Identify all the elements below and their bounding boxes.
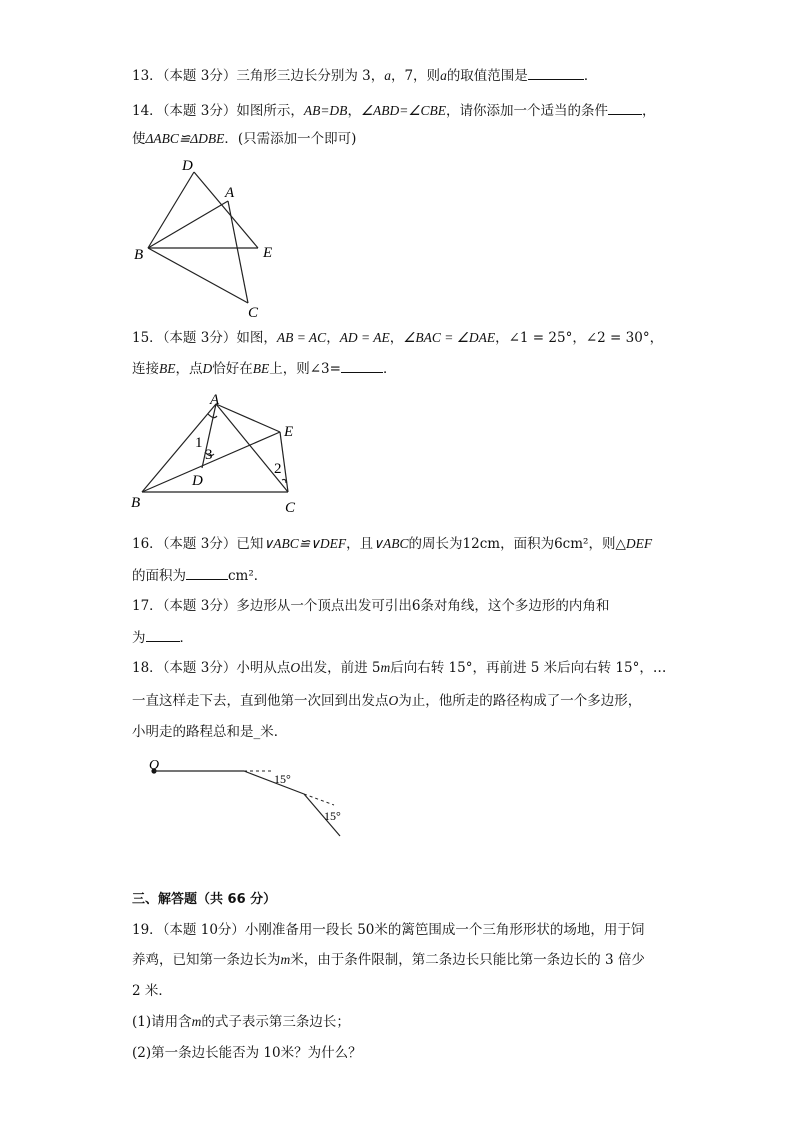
q16-text2: ，且 — [346, 536, 374, 552]
q14-answer-blank[interactable] — [608, 101, 642, 115]
q15-angle-2-arc — [282, 479, 286, 483]
q18-line2-b: 为止，他所走的路径构成了一个多边形， — [398, 693, 642, 709]
q13-end: ． — [583, 68, 598, 84]
q15-BE2: BE — [252, 361, 270, 376]
q14-segment-BA — [148, 201, 228, 248]
q15-sep2: ， — [389, 330, 404, 346]
q13-line — [132, 66, 597, 85]
q16-triangle-def: DEF — [625, 536, 653, 551]
q15-figure — [128, 388, 318, 523]
q15-tag: （本题 3分） — [162, 330, 237, 346]
q18-line2: 一直这样走下去，直到他第一次回到出发点 — [132, 693, 389, 709]
q14-tag: （本题 3分） — [162, 103, 237, 119]
q19-part1-a: (1)请用含 — [132, 1014, 192, 1030]
q19-line1 — [132, 921, 644, 939]
q15-cond3: ∠BAC = ∠DAE — [403, 330, 496, 345]
q15-cond1: AB = AC — [276, 330, 327, 345]
q14-line2-c: ．(只需添加一个即可) — [224, 131, 357, 147]
q18-line1 — [132, 659, 666, 677]
q15-sep4: ， — [572, 330, 586, 346]
q19-part2 — [132, 1044, 362, 1062]
q14-number: 14． — [132, 103, 163, 119]
q13-var-a: a — [384, 68, 391, 83]
q15-label-B: B — [131, 495, 141, 511]
q16-answer-blank[interactable] — [186, 566, 228, 580]
q14-text: 如图所示， — [236, 103, 304, 119]
q13-tag: （本题 3分） — [162, 68, 237, 84]
q15-cond4: ∠1 = 25° — [508, 330, 573, 346]
q15-end: ． — [382, 361, 397, 377]
q19-number: 19． — [132, 922, 163, 938]
q17-line1 — [132, 597, 609, 615]
q15-segment-AC — [216, 404, 288, 492]
q15-sep5: ， — [649, 330, 664, 346]
q16-triangle-abc: ∨ABC — [373, 536, 409, 551]
q18-line3 — [132, 723, 287, 741]
q19-line3 — [132, 982, 172, 1000]
q14-label-B: B — [134, 247, 144, 263]
q18-point-O: O — [290, 660, 301, 675]
q17-answer-blank[interactable] — [146, 628, 180, 642]
q17-tag: （本题 3分） — [162, 598, 237, 614]
q18-label-angle1: 15° — [274, 772, 291, 786]
q14-line2-a: 使 — [132, 131, 146, 147]
q17-end: ． — [179, 630, 193, 646]
q16-number: 16． — [132, 536, 163, 552]
q15-cond5: ∠2 = 30° — [585, 330, 650, 346]
q15-line2-e: 恰好在 — [212, 361, 253, 377]
q14-end: ， — [642, 103, 656, 119]
q14-label-D: D — [182, 158, 193, 174]
q15-line2-c: ，点 — [175, 361, 203, 377]
q17-line2-a: 为 — [132, 630, 146, 646]
q18-tag: （本题 3分） — [162, 660, 237, 676]
q13-var-a2: a — [440, 68, 447, 83]
q14-line1 — [132, 101, 656, 120]
q19-text: 小刚准备用一段长 50米的篱笆围成一个三角形形状的场地，用于饲 — [244, 922, 645, 938]
q16-line1 — [132, 535, 652, 553]
q19-line2 — [132, 951, 645, 969]
q14-text2: ，请你添加一个适当的条件 — [446, 103, 608, 119]
q13-text-b: ，7，则 — [390, 68, 441, 84]
q15-line1 — [132, 329, 663, 347]
q18-label-O: O — [149, 758, 160, 773]
q15-label-1: 1 — [195, 435, 203, 451]
q17-number: 17． — [132, 598, 163, 614]
q19-line2-b: 米，由于条件限制，第二条边长只能比第一条边长的 3 倍少 — [290, 952, 645, 968]
q14-label-C: C — [248, 305, 259, 320]
q19-tag: （本题 10分） — [162, 922, 245, 938]
q15-label-C: C — [285, 500, 296, 516]
q15-BE: BE — [159, 361, 176, 376]
q16-tag: （本题 3分） — [162, 536, 237, 552]
q14-segment-AC — [228, 201, 248, 303]
q16-line2 — [132, 566, 267, 585]
q19-part1 — [132, 1013, 350, 1031]
q18-text3: 后向右转 15°，再前进 5 米后向右转 15°，… — [390, 660, 667, 676]
q15-label-A: A — [210, 392, 220, 408]
q18-number: 18． — [132, 660, 163, 676]
q15-D: D — [202, 361, 213, 376]
q15-line2-g: 上，则∠3= — [269, 361, 341, 377]
q15-label-2: 2 — [274, 461, 282, 477]
q15-answer-blank[interactable] — [341, 359, 383, 373]
q15-label-3: 3 — [205, 447, 213, 463]
q19-part2: (2)第一条边长能否为 10米？为什么？ — [132, 1045, 362, 1061]
q18-label-angle2: 15° — [324, 809, 341, 823]
q13-answer-blank[interactable] — [528, 66, 584, 80]
q15-line2-a: 连接 — [132, 361, 159, 377]
q15-sep1: ， — [326, 330, 340, 346]
q17-text: 多边形从一个顶点出发可引出6条对角线，这个多边形的内角和 — [236, 598, 610, 614]
q15-label-D: D — [192, 473, 203, 489]
q16-text: 已知 — [236, 536, 264, 552]
q16-unit: cm²． — [228, 568, 268, 584]
q16-line2-a: 的面积为 — [132, 568, 186, 584]
q19-line3: 2 米． — [132, 983, 172, 999]
q19-line2-a: 养鸡，已知第一条边长为 — [132, 952, 281, 968]
q13-text-c: 的取值范围是 — [446, 68, 528, 84]
q14-segment-DE — [194, 172, 258, 248]
q14-segment-BD — [148, 172, 194, 248]
q18-line3: 小明走的路程总和是_米． — [132, 724, 288, 740]
q14-segment-BC — [148, 248, 248, 303]
q15-cond2: AD = AE — [339, 330, 390, 345]
q14-label-A: A — [225, 185, 235, 201]
q14-label-E: E — [263, 245, 273, 261]
section3-title — [132, 891, 276, 909]
q15-segment-AE — [216, 404, 280, 432]
q18-text: 小明从点 — [236, 660, 291, 676]
q17-line2 — [132, 628, 193, 647]
q15-line2 — [132, 359, 396, 378]
q13-number: 13． — [132, 68, 163, 84]
q18-m: m — [380, 660, 391, 675]
q14-congruence: ΔABC≌ΔDBE — [145, 131, 225, 146]
q18-point-O2: O — [388, 693, 399, 708]
q18-line2 — [132, 692, 641, 710]
q15-text: 如图， — [236, 330, 277, 346]
q15-angle-1-arc — [208, 414, 217, 418]
q14-line2 — [132, 130, 356, 148]
q14-cond2: ∠ABD=∠CBE — [360, 103, 446, 118]
q15-number: 15． — [132, 330, 163, 346]
q19-part1-m: m — [191, 1014, 202, 1029]
q15-label-E: E — [284, 424, 294, 440]
q14-sep: ， — [347, 103, 361, 119]
q18-text2: 出发，前进 5 — [300, 660, 381, 676]
q13-text: 三角形三边长分别为 3， — [236, 68, 385, 84]
q16-congruence: ∨ABC≌∨DEF — [263, 536, 347, 551]
q14-cond1: AB=DB — [303, 103, 348, 118]
q18-figure — [138, 752, 358, 844]
section3-title-text: 三、解答题（共 66 分） — [132, 892, 277, 907]
q19-m: m — [280, 952, 291, 967]
q15-sep3: ， — [495, 330, 509, 346]
q14-figure — [130, 155, 280, 320]
q16-text3: 的周长为12cm，面积为6cm²，则△ — [408, 536, 626, 552]
q19-part1-b: 的式子表示第三条边长； — [201, 1014, 350, 1030]
